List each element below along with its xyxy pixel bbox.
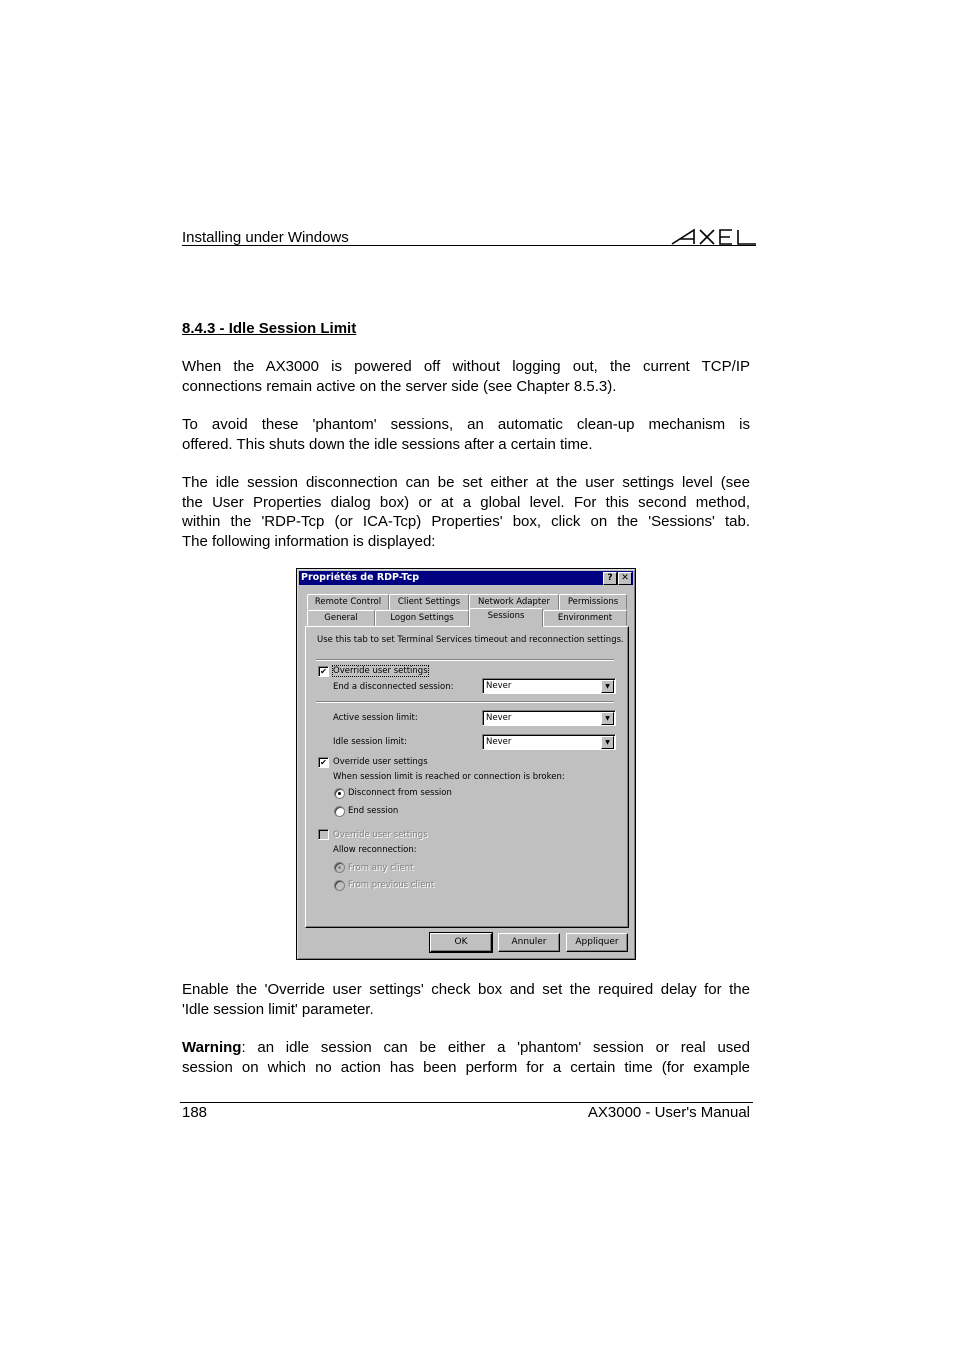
p1-line-2: connections remain active on the server side (see Chapter 8.5.3). <box>182 377 617 395</box>
tab-environment[interactable]: Environment <box>543 610 627 626</box>
dialog-titlebar <box>299 571 633 585</box>
running-header: Installing under Windows <box>182 229 349 246</box>
disconnect-from-session-radio[interactable] <box>334 788 345 799</box>
active-session-limit-select[interactable] <box>482 710 616 726</box>
paragraph-3 <box>182 473 750 551</box>
chevron-down-icon[interactable]: ▼ <box>601 712 614 725</box>
override-user-settings-checkbox-1[interactable] <box>318 666 329 677</box>
override-user-settings-label-3: Override user settings <box>333 830 428 840</box>
override-user-settings-checkbox-2[interactable] <box>318 757 329 768</box>
section-title: 8.4.3 - Idle Session Limit <box>182 320 357 337</box>
end-disconnected-select[interactable] <box>482 678 616 694</box>
footer-rule <box>180 1102 753 1103</box>
override-user-settings-label-1: Override user settings <box>333 666 428 676</box>
paragraph-4 <box>182 980 750 1019</box>
intro-text: Use this tab to set Terminal Services timeout and reconnection settings. <box>317 635 624 645</box>
separator <box>316 659 614 661</box>
paragraph-2 <box>182 415 750 454</box>
p3-line-4: The following information is displayed: <box>182 532 436 550</box>
end-disconnected-value: Never <box>486 681 512 691</box>
sessions-panel <box>305 626 629 928</box>
p2-line-1: To avoid these 'phantom' sessions, an automatic clean-up mechanism is <box>182 416 750 433</box>
p3-line-2: the User Properties dialog box) or at a global level. For this second method, <box>182 493 750 511</box>
p5-line-2: session on which no action has been perform for a certain time (for example <box>182 1058 750 1076</box>
p4-line-1: Enable the 'Override user settings' check box and set the required delay for the <box>182 981 750 998</box>
warning-label: Warning <box>182 1039 242 1056</box>
rdp-tcp-properties-dialog <box>296 568 636 960</box>
paragraph-1 <box>182 357 750 396</box>
end-session-radio[interactable] <box>334 806 345 817</box>
radio-dot <box>338 792 341 795</box>
tab-logon-settings[interactable]: Logon Settings <box>375 610 469 626</box>
close-button[interactable] <box>618 572 632 585</box>
chevron-down-icon[interactable]: ▼ <box>601 680 614 693</box>
from-any-client-radio[interactable] <box>334 862 345 873</box>
chevron-down-icon[interactable]: ▼ <box>601 736 614 749</box>
help-button[interactable]: ? <box>603 572 617 585</box>
apply-button[interactable]: Appliquer <box>566 933 628 952</box>
active-session-limit-label: Active session limit: <box>333 713 418 723</box>
when-limit-reached-label: When session limit is reached or connection is broken: <box>333 772 565 782</box>
p1-line-1: When the AX3000 is powered off without logging out, the current TCP/IP <box>182 358 750 375</box>
disconnect-from-session-label: Disconnect from session <box>348 788 452 798</box>
tab-general[interactable]: General <box>307 610 375 626</box>
ok-button[interactable]: OK <box>430 933 492 952</box>
page-number: 188 <box>182 1104 208 1121</box>
idle-session-limit-value: Never <box>486 737 512 747</box>
tab-remote-control[interactable]: Remote Control <box>307 594 389 610</box>
override-user-settings-label-2: Override user settings <box>333 757 428 767</box>
paragraph-5 <box>182 1038 750 1077</box>
axel-logo <box>670 224 758 248</box>
check-icon: ✔ <box>320 758 327 767</box>
p5-line-1-text: : an idle session can be either a 'phantom' session or real used <box>241 1039 750 1056</box>
p2-line-2: offered. This shuts down the idle sessions after a certain time. <box>182 435 593 453</box>
tab-client-settings[interactable]: Client Settings <box>389 594 469 610</box>
from-previous-client-label: From previous client <box>348 880 435 890</box>
allow-reconnection-label: Allow reconnection: <box>333 845 417 855</box>
idle-session-limit-select[interactable] <box>482 734 616 750</box>
dialog-title: Propriétés de RDP-Tcp <box>301 572 420 583</box>
tab-permissions[interactable]: Permissions <box>559 594 627 610</box>
end-disconnected-label: End a disconnected session: <box>333 682 454 692</box>
p3-line-3: within the 'RDP-Tcp (or ICA-Tcp) Properties' box, click on the 'Sessions' tab. <box>182 513 750 530</box>
check-icon: ✔ <box>320 667 327 676</box>
from-any-client-label: From any client <box>348 863 414 873</box>
active-session-limit-value: Never <box>486 713 512 723</box>
tab-network-adapter[interactable]: Network Adapter <box>469 594 559 610</box>
override-user-settings-checkbox-3[interactable] <box>318 829 329 840</box>
close-icon: ✕ <box>621 573 629 583</box>
from-previous-client-radio[interactable] <box>334 880 345 891</box>
p3-line-1: The idle session disconnection can be set either at the user settings level (see <box>182 474 750 491</box>
tab-sessions[interactable]: Sessions <box>469 608 543 627</box>
radio-dot <box>338 866 341 869</box>
separator <box>316 701 614 703</box>
cancel-button[interactable]: Annuler <box>498 933 560 952</box>
p5-line-1 <box>182 1038 750 1058</box>
end-session-label: End session <box>348 806 399 816</box>
p4-line-2: 'Idle session limit' parameter. <box>182 1000 374 1018</box>
manual-title: AX3000 - User's Manual <box>587 1104 750 1121</box>
idle-session-limit-label: Idle session limit: <box>333 737 407 747</box>
